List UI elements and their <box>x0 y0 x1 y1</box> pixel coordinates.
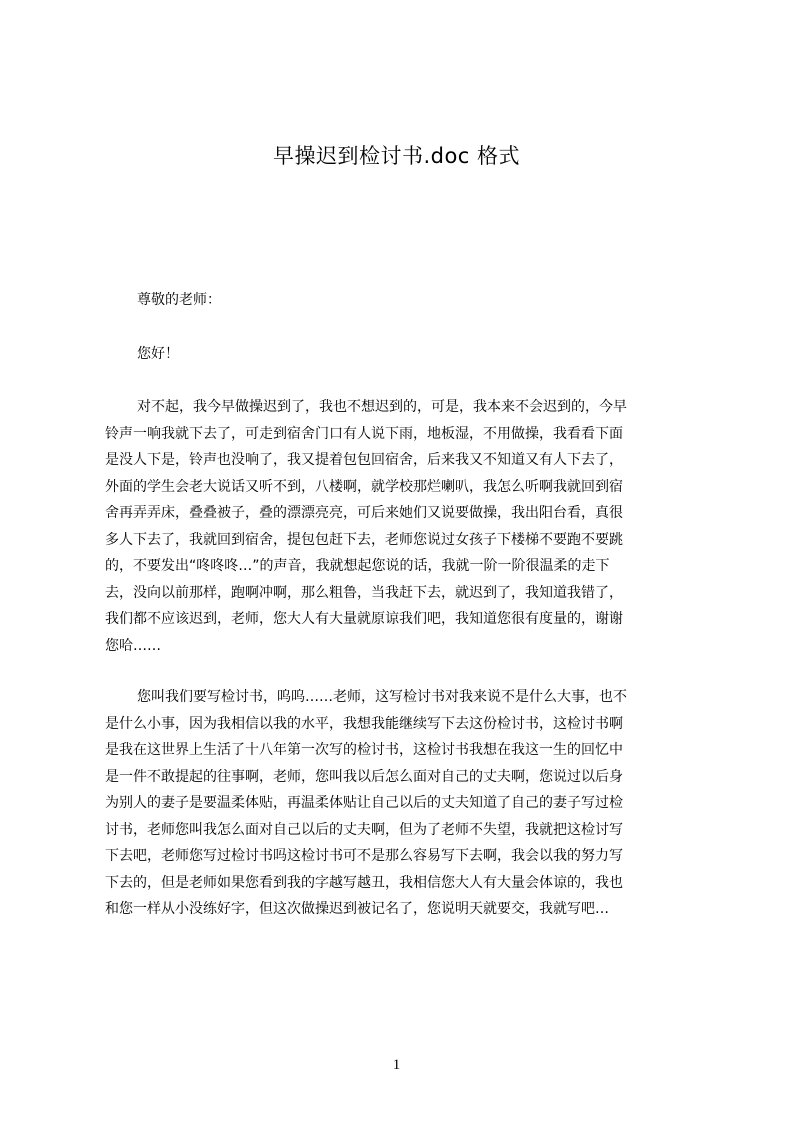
text-line: 下去的，但是老师如果您看到我的字越写越丑，我相信您大人有大量会体谅的，我也 <box>105 874 623 891</box>
text-line: 对不起，我今早做操迟到了，我也不想迟到的，可是，我本来不会迟到的，今早 <box>137 399 627 415</box>
text-line: 多人下去了，我就回到宿舍，提包包赶下去，老师您说过女孩子下楼梯不要跑不要跳 <box>105 531 623 548</box>
text-line: 您叫我们要写检讨书，呜呜……老师，这写检讨书对我来说不是什么大事，也不 <box>137 689 627 705</box>
paragraph-reflection <box>105 684 700 923</box>
greeting: 您好！ <box>137 346 179 362</box>
text-line: 铃声一响我就下去了，可走到宿舍门口有人说下雨，地板湿，不用做操，我看看下面 <box>105 425 623 442</box>
text-line: 的，不要发出“咚咚咚…”的声音，我就想起您说的话，我就一阶一阶很温柔的走下 <box>105 558 610 574</box>
text-line: 是没人下是，铃声也没响了，我又提着包包回宿舍，后来我又不知道又有人下去了， <box>105 452 623 468</box>
paragraph-apology <box>105 394 700 659</box>
text-line: 讨书，老师您叫我怎么面对自己以后的丈夫啊，但为了老师不失望，我就把这检讨写 <box>105 821 623 838</box>
page-number: 1 <box>392 1057 401 1073</box>
text-line: 外面的学生会老大说话又听不到，八楼啊，就学校那烂喇叭，我怎么听啊我就回到宿 <box>105 478 623 495</box>
text-line: 和您一样从小没练好字，但这次做操迟到被记名了，您说明天就要交，我就写吧… <box>105 901 609 917</box>
text-line: 您哈…… <box>105 637 161 654</box>
text-line: 我们都不应该迟到，老师，您大人有大量就原谅我们吧，我知道您很有度量的，谢谢 <box>105 611 623 627</box>
text-line: 是一件不敢提起的往事啊，老师，您叫我以后怎么面对自己的丈夫啊，您说过以后身 <box>105 768 623 785</box>
text-line: 下去吧，老师您写过检讨书吗这检讨书可不是那么容易写下去啊，我会以我的努力写 <box>105 848 623 864</box>
document-title: 早操迟到检讨书.doc 格式 <box>272 144 521 168</box>
text-line: 是什么小事，因为我相信以我的水平，我想我能继续写下去这份检讨书，这检讨书啊 <box>105 715 623 732</box>
text-line: 为别人的妻子是要温柔体贴，再温柔体贴让自己以后的丈夫知道了自己的妻子写过检 <box>105 795 623 811</box>
salutation: 尊敬的老师： <box>137 292 221 308</box>
text-line: 是我在这世界上生活了十八年第一次写的检讨书，这检讨书我想在我这一生的回忆中 <box>105 742 623 758</box>
text-line: 去，没向以前那样，跑啊冲啊，那么粗鲁，当我赶下去，就迟到了，我知道我错了， <box>105 584 623 601</box>
text-line: 舍再弄弄床，叠叠被子，叠的漂漂亮亮，可后来她们又说要做操，我出阳台看，真很 <box>105 505 623 521</box>
